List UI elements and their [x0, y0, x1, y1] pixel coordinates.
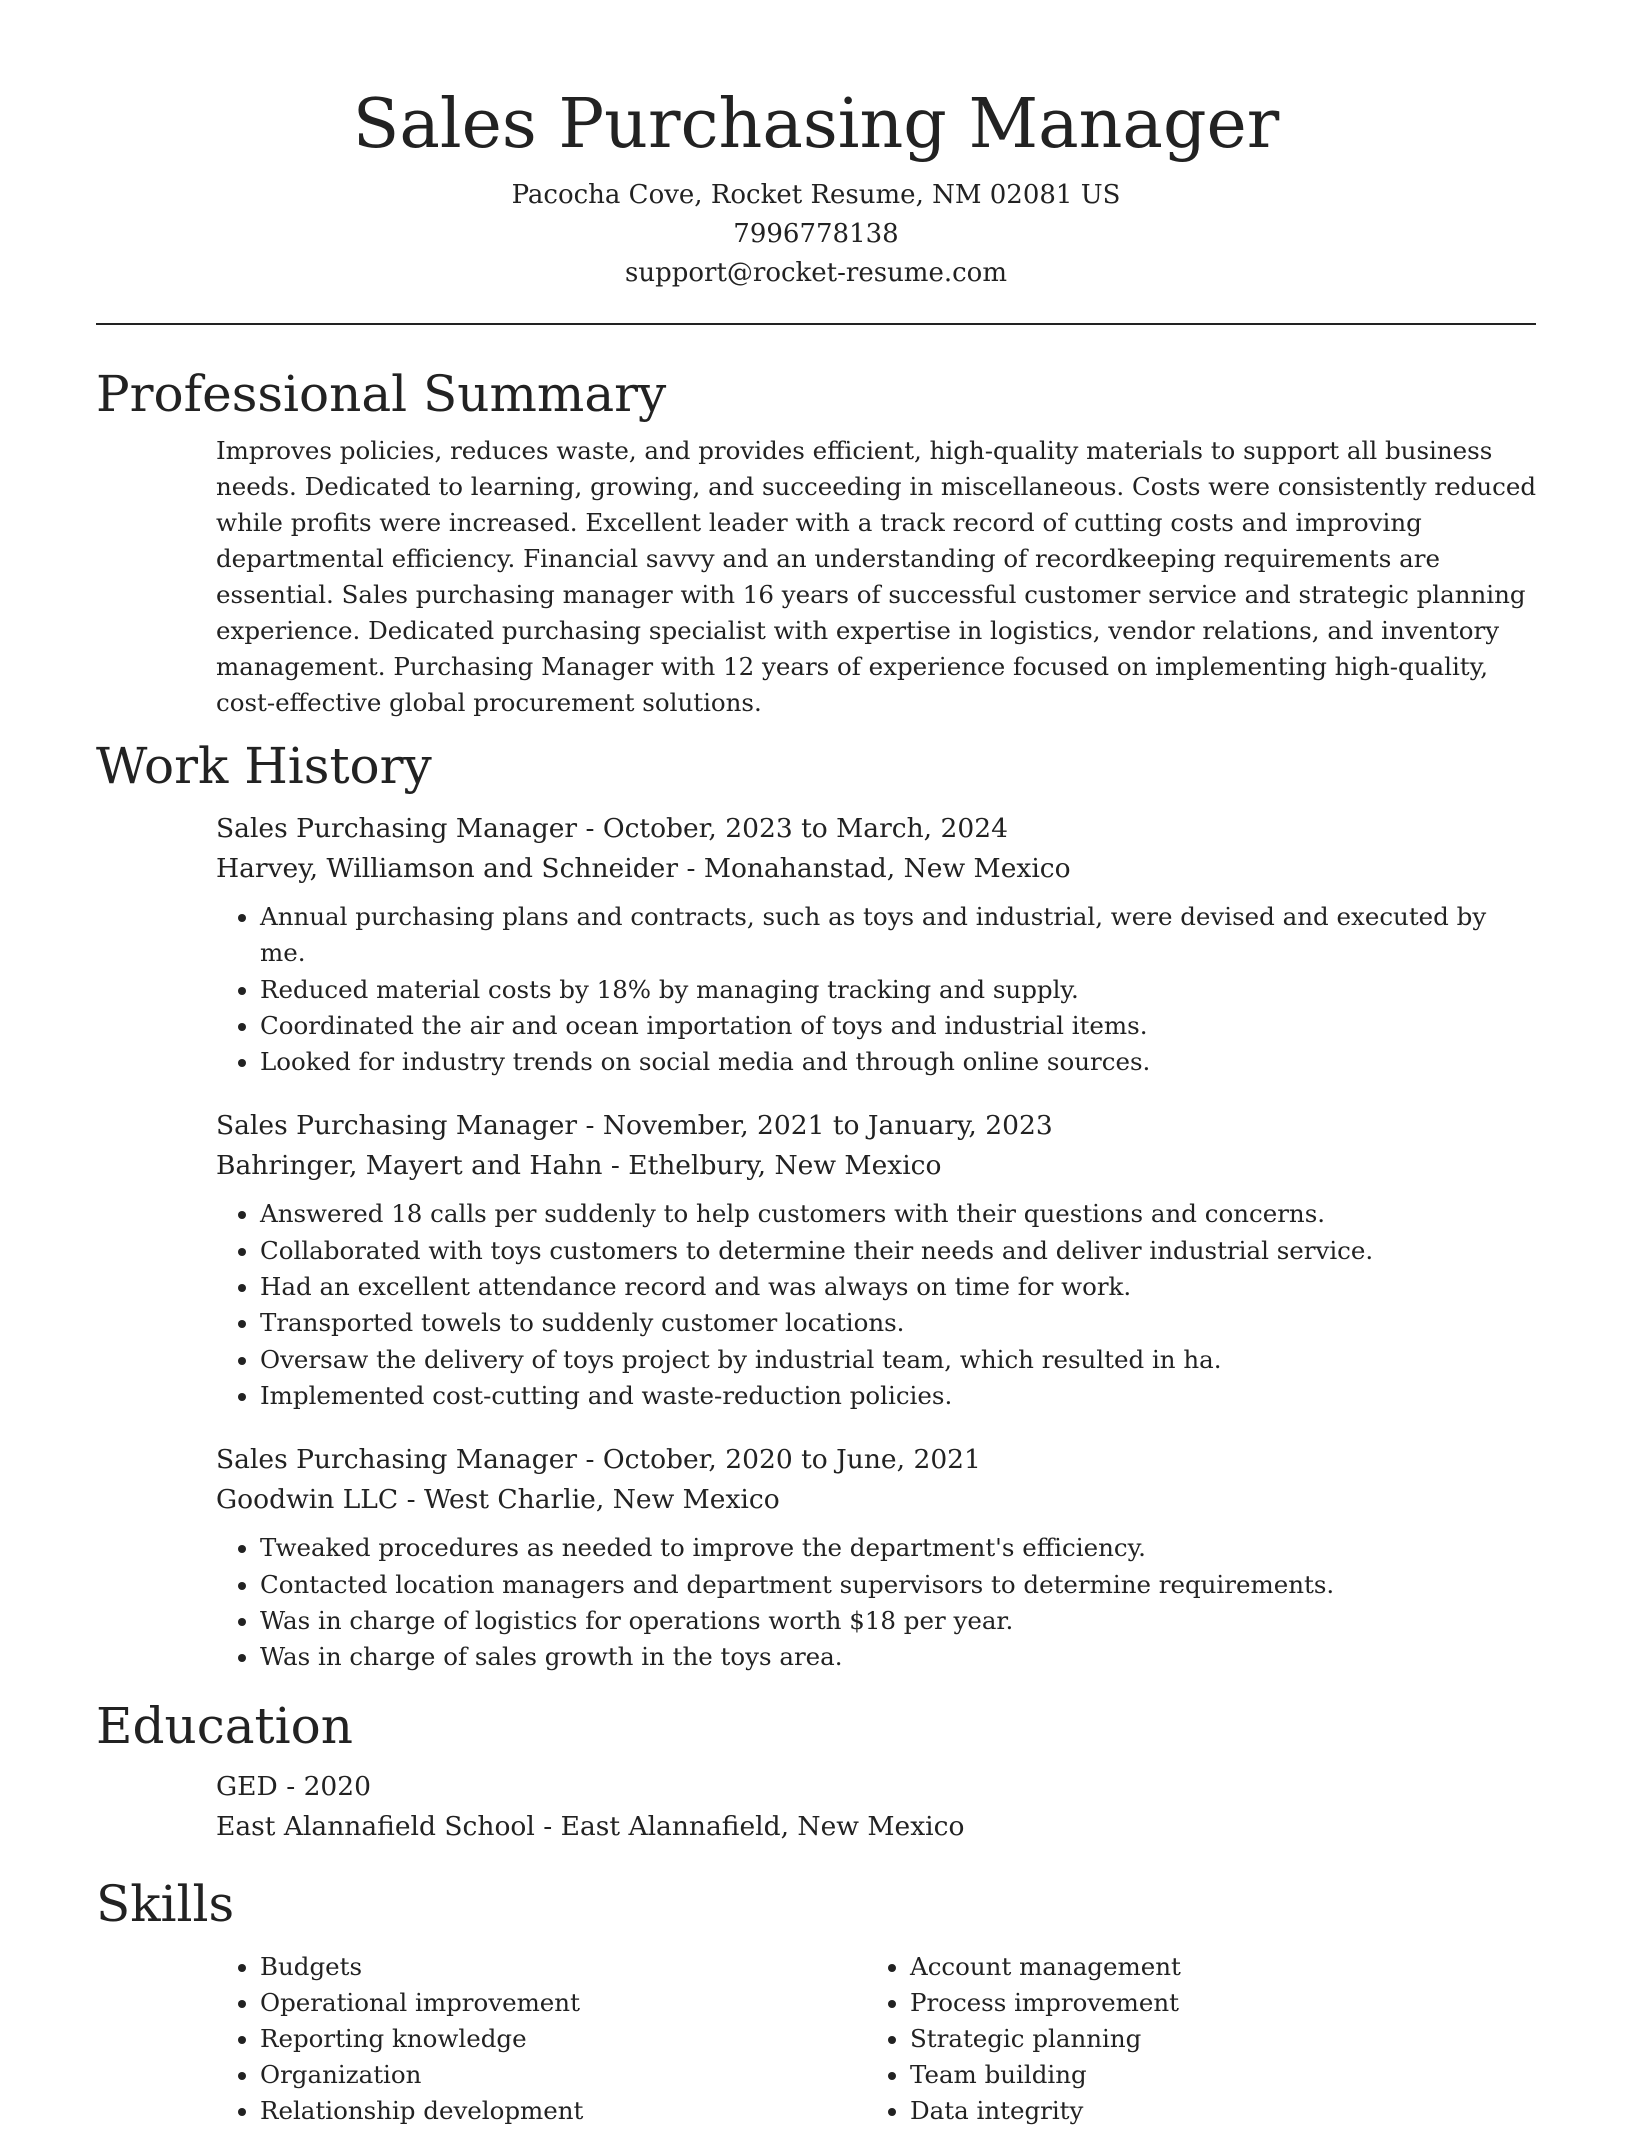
- education-school-line: [216, 1807, 1536, 1847]
- list-item: • Oversaw the delivery of toys project by industrial team, which resulted in ha.: [260, 1342, 1536, 1378]
- skills-list-right: [866, 1949, 1516, 2129]
- list-item: • Annual purchasing plans and contracts, such as toys and industrial, were devised and executed by me.: [260, 899, 1536, 972]
- education-year: - 2020: [277, 1771, 372, 1803]
- list-item: • Data integrity: [910, 2093, 1516, 2129]
- job-entry: [216, 1440, 1536, 1675]
- list-item: • Process improvement: [910, 1985, 1516, 2021]
- job-dates: - November, 2021 to January, 2023: [577, 1110, 1053, 1142]
- job-title-line: [216, 809, 1536, 849]
- summary-section: [96, 363, 1536, 721]
- list-item: • Operational improvement: [260, 1985, 866, 2021]
- education-degree-line: [216, 1767, 1536, 1807]
- job-company: Bahringer, Mayert and Hahn: [216, 1150, 603, 1182]
- list-item: • Answered 18 calls per suddenly to help customers with their questions and concerns.: [260, 1196, 1536, 1232]
- header-divider: [96, 323, 1536, 325]
- list-item: • Organization: [260, 2057, 866, 2093]
- resume-page: [96, 0, 1536, 2129]
- education-heading: Education: [96, 1697, 353, 1756]
- job-title: Sales Purchasing Manager: [216, 1110, 578, 1142]
- job-entry: [216, 1106, 1536, 1414]
- list-item: • Contacted location managers and department supervisors to determine requirements.: [260, 1567, 1536, 1603]
- job-title: Sales Purchasing Manager: [216, 813, 578, 844]
- list-item: • Had an excellent attendance record and was always on time for work.: [260, 1269, 1536, 1305]
- job-company: Harvey, Williamson and Schneider: [216, 853, 679, 884]
- list-item: • Was in charge of sales growth in the toys area.: [260, 1639, 1536, 1675]
- job-dates: - October, 2023 to March, 2024: [577, 813, 1008, 844]
- contact-block: [96, 176, 1536, 293]
- list-item: • Relationship development: [260, 2093, 866, 2129]
- work-history-heading: Work History: [96, 737, 432, 795]
- job-location: - West Charlie, New Mexico: [398, 1484, 780, 1516]
- resume-name: Sales Purchasing Manager: [352, 85, 1280, 164]
- list-item: • Collaborated with toys customers to determine their needs and deliver industrial service.: [260, 1233, 1536, 1269]
- job-bullet-list: [216, 1196, 1536, 1414]
- list-item: • Team building: [910, 2057, 1516, 2093]
- skills-list-left: [216, 1949, 866, 2129]
- job-title-line: [216, 1440, 1536, 1480]
- education-location: - East Alannafield, New Mexico: [534, 1811, 965, 1843]
- job-title: Sales Purchasing Manager: [216, 1444, 578, 1476]
- job-company-line: [216, 849, 1536, 889]
- contact-address: Pacocha Cove, Rocket Resume, NM 02081 US: [511, 180, 1121, 210]
- skills-columns: [216, 1949, 1536, 2129]
- list-item: • Transported towels to suddenly customer locations.: [260, 1305, 1536, 1341]
- summary-heading: Professional Summary: [96, 365, 667, 423]
- job-location: - Ethelbury, New Mexico: [602, 1150, 942, 1182]
- work-history-section: [96, 735, 1536, 1675]
- skills-heading: Skills: [96, 1875, 235, 1934]
- list-item: • Reporting knowledge: [260, 2021, 866, 2057]
- job-entry: [216, 809, 1536, 1080]
- job-location: - Monahanstad, New Mexico: [678, 853, 1071, 884]
- job-bullet-list: [216, 899, 1536, 1080]
- list-item: • Tweaked procedures as needed to improve the department's efficiency.: [260, 1530, 1536, 1566]
- list-item: • Looked for industry trends on social media and through online sources.: [260, 1044, 1536, 1080]
- education-section: [96, 1695, 1536, 1847]
- summary-text: Improves policies, reduces waste, and provides efficient, high-quality materials to support all business needs. Dedicated to learning, growing, and succeeding in miscellaneous. Costs were consistently reduced while profits were increased. Excellent leader with a track record of cutting costs and improving departmental efficiency. Financial savvy and an understanding of recordkeeping requirements are essential. Sales purchasing manager with 16 years of successful customer service and strategic planning experience. Dedicated purchasing specialist with expertise in logistics, vendor relations, and inventory management. Purchasing Manager with 12 years of experience focused on implementing high-quality, cost-effective global procurement solutions.: [216, 436, 1536, 717]
- education-school: East Alannafield School: [216, 1811, 535, 1843]
- job-company-line: [216, 1146, 1536, 1186]
- education-degree: GED: [216, 1771, 278, 1803]
- list-item: • Account management: [910, 1949, 1516, 1985]
- job-dates: - October, 2020 to June, 2021: [577, 1444, 981, 1476]
- job-company-line: [216, 1480, 1536, 1520]
- contact-email: support@rocket-resume.com: [624, 258, 1007, 288]
- job-company: Goodwin LLC: [216, 1484, 399, 1516]
- job-title-line: [216, 1106, 1536, 1146]
- list-item: • Coordinated the air and ocean importation of toys and industrial items.: [260, 1008, 1536, 1044]
- list-item: • Budgets: [260, 1949, 866, 1985]
- list-item: • Implemented cost-cutting and waste-reduction policies.: [260, 1378, 1536, 1414]
- contact-phone: 7996778138: [733, 219, 899, 249]
- list-item: • Was in charge of logistics for operations worth $18 per year.: [260, 1603, 1536, 1639]
- skills-section: [96, 1873, 1536, 2129]
- list-item: • Reduced material costs by 18% by managing tracking and supply.: [260, 972, 1536, 1008]
- list-item: • Strategic planning: [910, 2021, 1516, 2057]
- job-bullet-list: [216, 1530, 1536, 1675]
